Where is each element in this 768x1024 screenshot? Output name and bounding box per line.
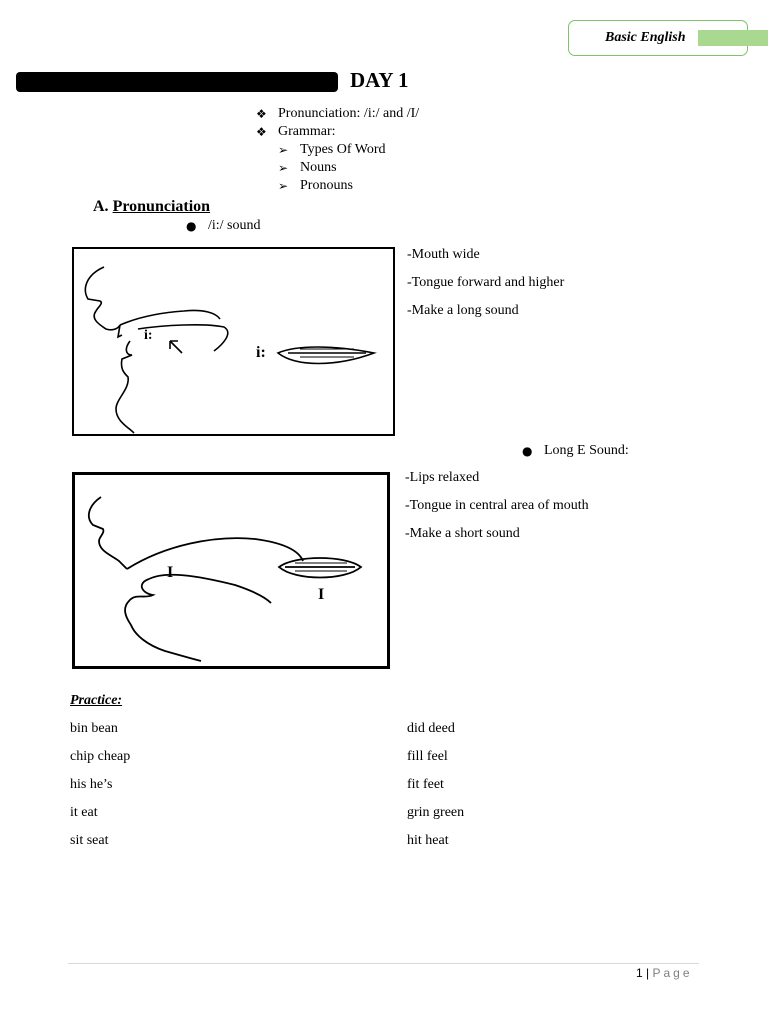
- word-pair: fill feel: [407, 749, 448, 764]
- arrow-bullet-icon: ➢: [278, 161, 289, 175]
- page-label: Page: [652, 966, 693, 980]
- outline-item: [256, 105, 419, 123]
- ipa-symbol-label: i:: [256, 344, 266, 361]
- sound2-notes: [405, 464, 589, 548]
- word-pair: his he’s: [70, 777, 113, 792]
- outline-item-label: Pronunciation: /i:/ and /I/: [278, 106, 420, 121]
- outline-subitem-label: Pronouns: [300, 178, 353, 193]
- outline-subitem: [256, 159, 419, 177]
- note-line: -Make a short sound: [405, 526, 520, 541]
- section-heading: [93, 198, 210, 216]
- sound2-bullet-label: Long E Sound:: [544, 443, 629, 458]
- outline-subitem: [256, 141, 419, 159]
- sound1-bullet-label: /i:/ sound: [208, 218, 261, 233]
- short-i-mouth-diagram: [72, 472, 390, 669]
- word-pair: fit feet: [407, 777, 444, 792]
- outline-item: [256, 123, 419, 141]
- note-line: -Tongue in central area of mouth: [405, 498, 589, 513]
- header-accent-bar: [698, 30, 768, 46]
- arrow-bullet-icon: ➢: [278, 179, 289, 193]
- sound2-bullet: [522, 443, 629, 459]
- outline-subitem: [256, 177, 419, 195]
- diamond-bullet-icon: ❖: [256, 107, 267, 121]
- redacted-block: [16, 72, 338, 92]
- word-pair: it eat: [70, 805, 98, 820]
- word-pair: sit seat: [70, 833, 109, 848]
- bullet-dot-icon: ●: [186, 219, 197, 233]
- section-letter: A.: [93, 198, 109, 215]
- word-pair: hit heat: [407, 833, 449, 848]
- header-title: Basic English: [605, 30, 686, 45]
- mouth-side-view-icon: [75, 475, 387, 666]
- section-title: Pronunciation: [112, 198, 211, 215]
- note-line: -Mouth wide: [407, 247, 480, 262]
- page-number: 1: [636, 966, 643, 980]
- mouth-side-view-icon: [74, 249, 393, 434]
- word-pair: did deed: [407, 721, 455, 736]
- practice-column-left: [70, 715, 130, 855]
- note-line: -Lips relaxed: [405, 470, 480, 485]
- outline-subitem-label: Types Of Word: [300, 142, 386, 157]
- arrow-bullet-icon: ➢: [278, 143, 289, 157]
- lesson-outline: [256, 105, 419, 195]
- diamond-bullet-icon: ❖: [256, 125, 267, 139]
- ipa-symbol-label: I: [167, 564, 174, 581]
- ipa-symbol-label: I: [318, 586, 325, 603]
- ipa-symbol-label: i:: [144, 328, 153, 343]
- day-title: DAY 1: [350, 68, 409, 92]
- outline-item-label: Grammar:: [278, 124, 336, 139]
- word-pair: bin bean: [70, 721, 118, 736]
- word-pair: grin green: [407, 805, 465, 820]
- footer-divider: [68, 963, 699, 964]
- footer-separator: |: [646, 966, 650, 980]
- word-pair: chip cheap: [70, 749, 131, 764]
- note-line: -Make a long sound: [407, 303, 519, 318]
- note-line: -Tongue forward and higher: [407, 275, 565, 290]
- outline-subitem-label: Nouns: [300, 160, 337, 175]
- long-i-mouth-diagram: [72, 247, 395, 436]
- page-footer: [636, 966, 693, 980]
- practice-heading: Practice:: [70, 693, 123, 708]
- bullet-dot-icon: ●: [522, 444, 533, 458]
- sound1-bullet: [186, 218, 261, 234]
- practice-column-right: [407, 715, 464, 855]
- sound1-notes: [407, 241, 564, 325]
